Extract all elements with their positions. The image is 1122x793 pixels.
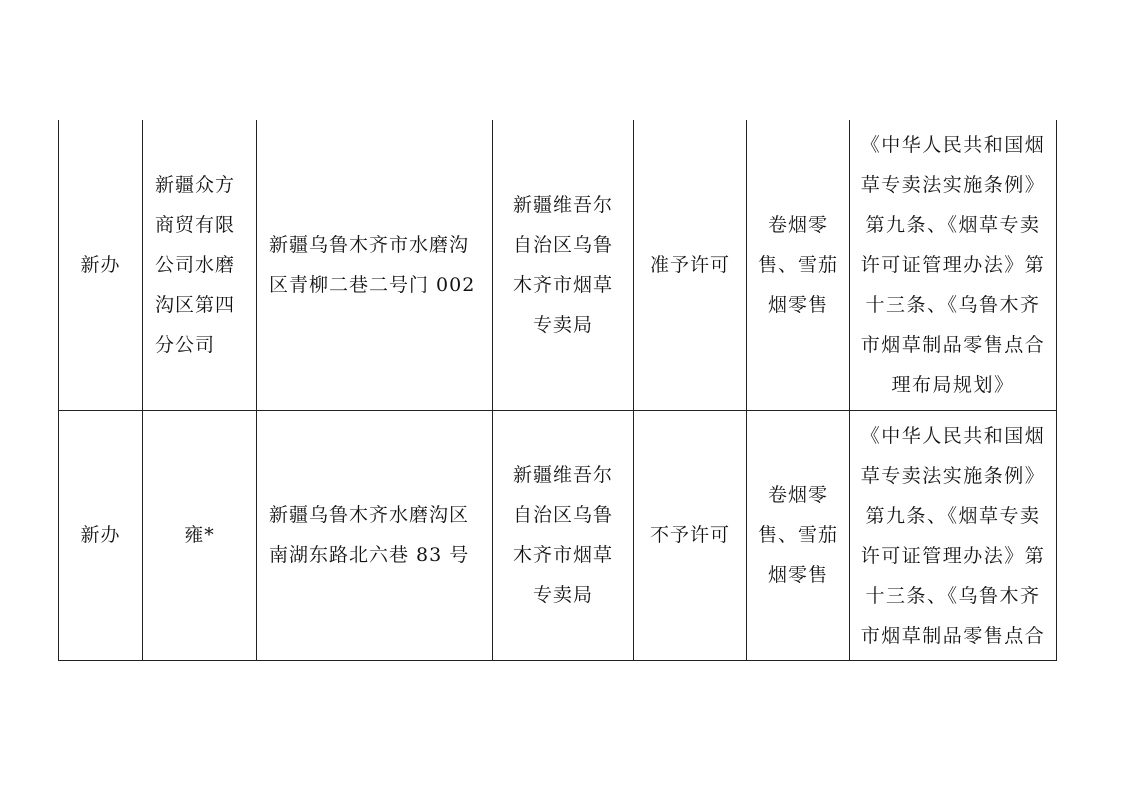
basis-line: 第九条、《烟草专卖 <box>865 504 1041 527</box>
name-line: 沟区第四 <box>155 293 236 316</box>
type-cell <box>59 120 143 410</box>
address-line: 新疆乌鲁木齐市水磨沟 <box>269 233 470 256</box>
address-cell <box>257 120 493 410</box>
basis-line: 理布局规划》 <box>891 373 1015 396</box>
scope-line: 卷烟零 <box>767 484 828 506</box>
authority-line: 新疆维吾尔 <box>512 464 613 486</box>
basis-line: 十三条、《乌鲁木齐 <box>865 293 1041 316</box>
address-line: 区青柳二巷二号门 002 <box>269 273 476 296</box>
name-line: 分公司 <box>155 333 216 356</box>
basis-cell <box>850 410 1057 660</box>
type-text: 新办 <box>80 253 121 276</box>
basis-line: 草专卖法实施条例》 <box>860 173 1046 196</box>
result-text: 准予许可 <box>649 253 730 276</box>
table-row <box>59 410 1057 660</box>
basis-cell <box>850 120 1057 410</box>
basis-line: 十三条、《乌鲁木齐 <box>865 584 1041 607</box>
basis-line: 《中华人民共和国烟 <box>860 133 1046 156</box>
name-line: 商贸有限 <box>155 213 236 236</box>
authority-line: 专卖局 <box>532 313 593 336</box>
authority-cell <box>493 120 634 410</box>
name-cell <box>143 120 257 410</box>
authority-line: 专卖局 <box>532 584 593 606</box>
scope-line: 卷烟零 <box>767 213 828 236</box>
authority-line: 木齐市烟草 <box>512 273 613 296</box>
name-line: 公司水磨 <box>155 253 236 276</box>
name-line: 雍* <box>184 524 215 546</box>
basis-line: 许可证管理办法》第 <box>860 544 1046 567</box>
basis-line: 《中华人民共和国烟 <box>860 424 1046 447</box>
license-table <box>58 120 1057 661</box>
result-cell <box>634 410 747 660</box>
name-cell <box>143 410 257 660</box>
basis-line: 许可证管理办法》第 <box>860 253 1046 276</box>
authority-line: 木齐市烟草 <box>512 544 613 566</box>
result-text: 不予许可 <box>649 524 730 546</box>
basis-line: 第九条、《烟草专卖 <box>865 213 1041 236</box>
authority-line: 自治区乌鲁 <box>512 504 613 526</box>
scope-cell <box>747 410 850 660</box>
address-line: 南湖东路北六巷 83 号 <box>269 544 470 566</box>
address-cell <box>257 410 493 660</box>
basis-line: 草专卖法实施条例》 <box>860 464 1046 487</box>
address-line: 新疆乌鲁木齐水磨沟区 <box>269 504 470 526</box>
authority-cell <box>493 410 634 660</box>
authority-line: 新疆维吾尔 <box>512 193 613 216</box>
scope-cell <box>747 120 850 410</box>
type-text: 新办 <box>80 524 121 546</box>
scope-line: 售、雪茄 <box>757 524 838 546</box>
type-cell <box>59 410 143 660</box>
scope-line: 烟零售 <box>767 293 828 316</box>
authority-line: 自治区乌鲁 <box>512 233 613 256</box>
table-row <box>59 120 1057 410</box>
result-cell <box>634 120 747 410</box>
basis-line: 市烟草制品零售点合 <box>860 624 1046 647</box>
basis-line: 市烟草制品零售点合 <box>860 333 1046 356</box>
name-line: 新疆众方 <box>155 173 236 196</box>
scope-line: 售、雪茄 <box>757 253 838 276</box>
scope-line: 烟零售 <box>767 564 828 586</box>
